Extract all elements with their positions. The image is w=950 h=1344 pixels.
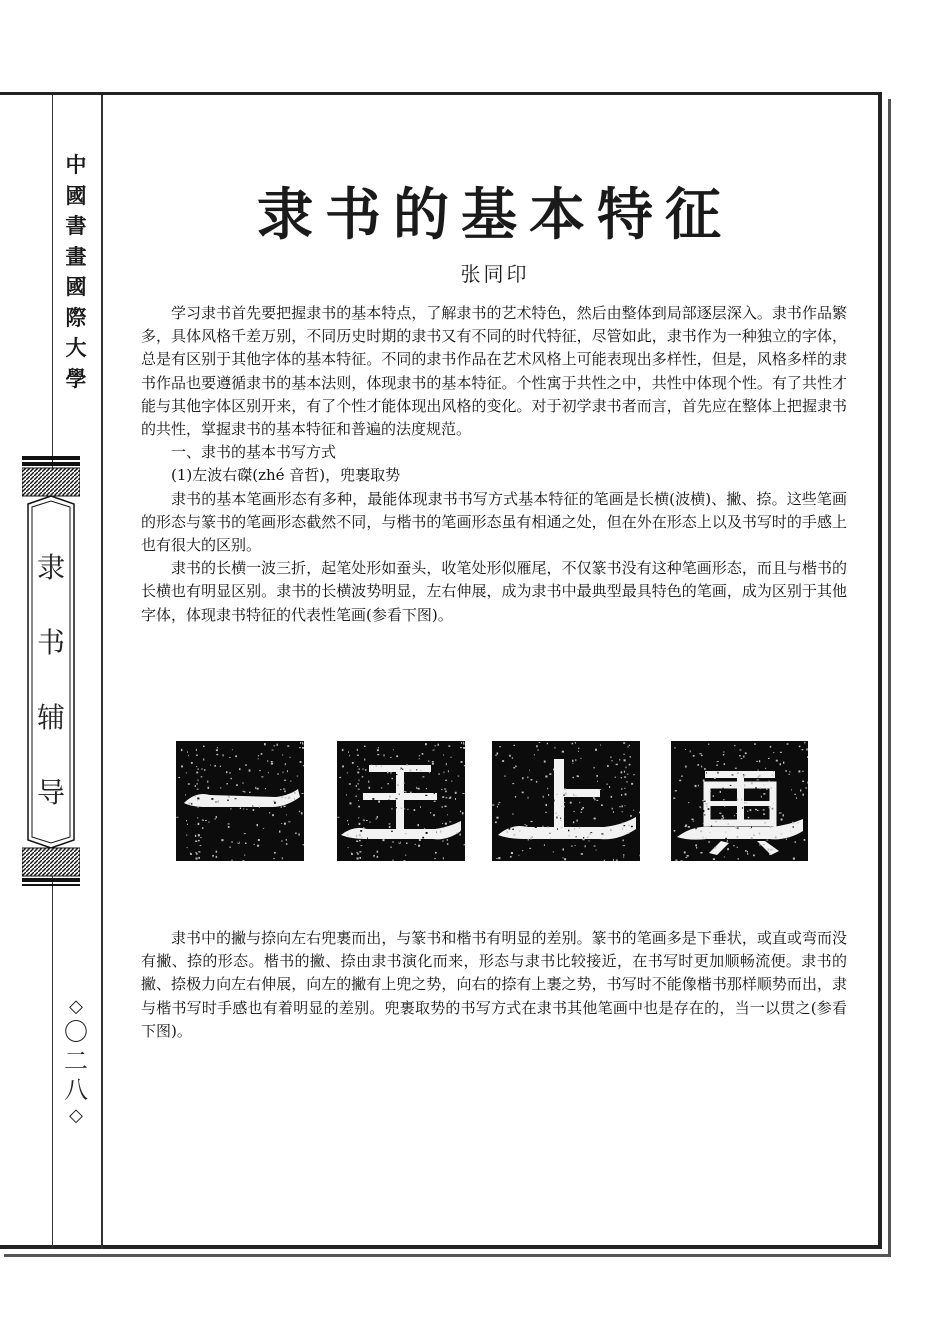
title-char: 國 — [65, 182, 87, 208]
section-char: 辅 — [36, 701, 65, 734]
title-char: 際 — [65, 304, 87, 330]
body-text-bottom — [141, 927, 847, 1043]
body-text-top — [141, 302, 847, 627]
page-number-digit: 八 — [64, 1076, 88, 1104]
section-char: 书 — [36, 626, 65, 659]
article-title: 隶书的基本特征 — [257, 183, 733, 248]
stele-rubbing-gui — [337, 741, 465, 861]
paragraph: 隶书的基本笔画形态有多种，最能体现隶书书写方式基本特征的笔画是长横(波横)、撇、捺。这些笔画的形态与篆书的笔画形态截然不同，与楷书的笔画形态虽有相通之处，但在外在形态上以及书写时的手感上也有很大的区别。 — [141, 489, 847, 555]
page-number-digit: 〇 — [64, 1018, 88, 1046]
title-char: 大 — [65, 335, 87, 360]
section-heading: 一、隶书的基本书写方式 — [171, 443, 337, 462]
subsection-heading: (1)左波右磔(zhé 音哲)，兜裹取势 — [171, 466, 401, 485]
vertical-publisher-title — [58, 150, 94, 394]
stele-rubbing-shang — [492, 741, 640, 861]
title-char: 學 — [65, 365, 87, 391]
title-char: 畫 — [65, 243, 87, 269]
article-author: 张同印 — [460, 262, 530, 286]
paragraph: 隶书的长横一波三折，起笔处形如蚕头，收笔处形似雁尾，不仅篆书没有这种笔画形态，而且与楷书的长横也有明显区别。隶书的长横波势明显，左右伸展，成为隶书中最典型最具特色的笔画，成为区别于其他字体，体现隶书特征的代表性笔画(参看下图)。 — [141, 559, 847, 624]
stele-rubbing-yi — [176, 741, 304, 861]
section-char: 隶 — [36, 551, 65, 584]
title-char: 國 — [65, 274, 87, 299]
stele-rubbing-zhen — [671, 741, 808, 861]
page-number — [58, 996, 94, 1127]
section-badge — [22, 456, 80, 886]
paragraph: 学习隶书首先要把握隶书的基本特点，了解隶书的艺术特色，然后由整体到局部逐层深入。隶书作品繁多，具体风格千差万别，不同历史时期的隶书又有不同的时代特征，尽管如此，隶书作为一种独立的字体，总是有区别于其他字体的基本特征。不同的隶书作品在艺术风格上可能表现出多样性，但是，风格多样的隶书作品也要遵循隶书的基本法则，体现隶书的基本特征。个性寓于共性之中，共性中体现个性。有了共性才能与其他字体区别开来，有了个性才能体现出风格的变化。对于初学隶书者而言，首先应在整体上把握隶书的共性，掌握隶书的基本特征和普遍的法度规范。 — [141, 304, 847, 439]
paragraph: 隶书中的撇与捺向左右兜裹而出，与篆书和楷书有明显的差别。篆书的笔画多是下垂状，或直或弯而没有撇、捺的形态。楷书的撇、捺由隶书演化而来，形态与隶书比较接近，在书写时更加顺畅流便。隶书的撇、捺极力向左右伸展，向左的撇有上兜之势，向右的捺有上裹之势，书写时不能像楷书那样顺势而出，隶与楷书写时手感也有着明显的差别。兜裹取势的书写方式在隶书其他笔画中也是存在的，当一以贯之(参看下图)。 — [141, 929, 847, 1040]
page-number-digit: 二 — [64, 1047, 88, 1075]
sidebar-rule-right — [101, 95, 103, 1249]
diamond-icon: ◇ — [69, 996, 83, 1017]
section-char: 导 — [36, 776, 65, 809]
diamond-icon: ◇ — [69, 1105, 83, 1126]
title-char: 書 — [65, 213, 87, 238]
title-char: 中 — [65, 152, 87, 177]
